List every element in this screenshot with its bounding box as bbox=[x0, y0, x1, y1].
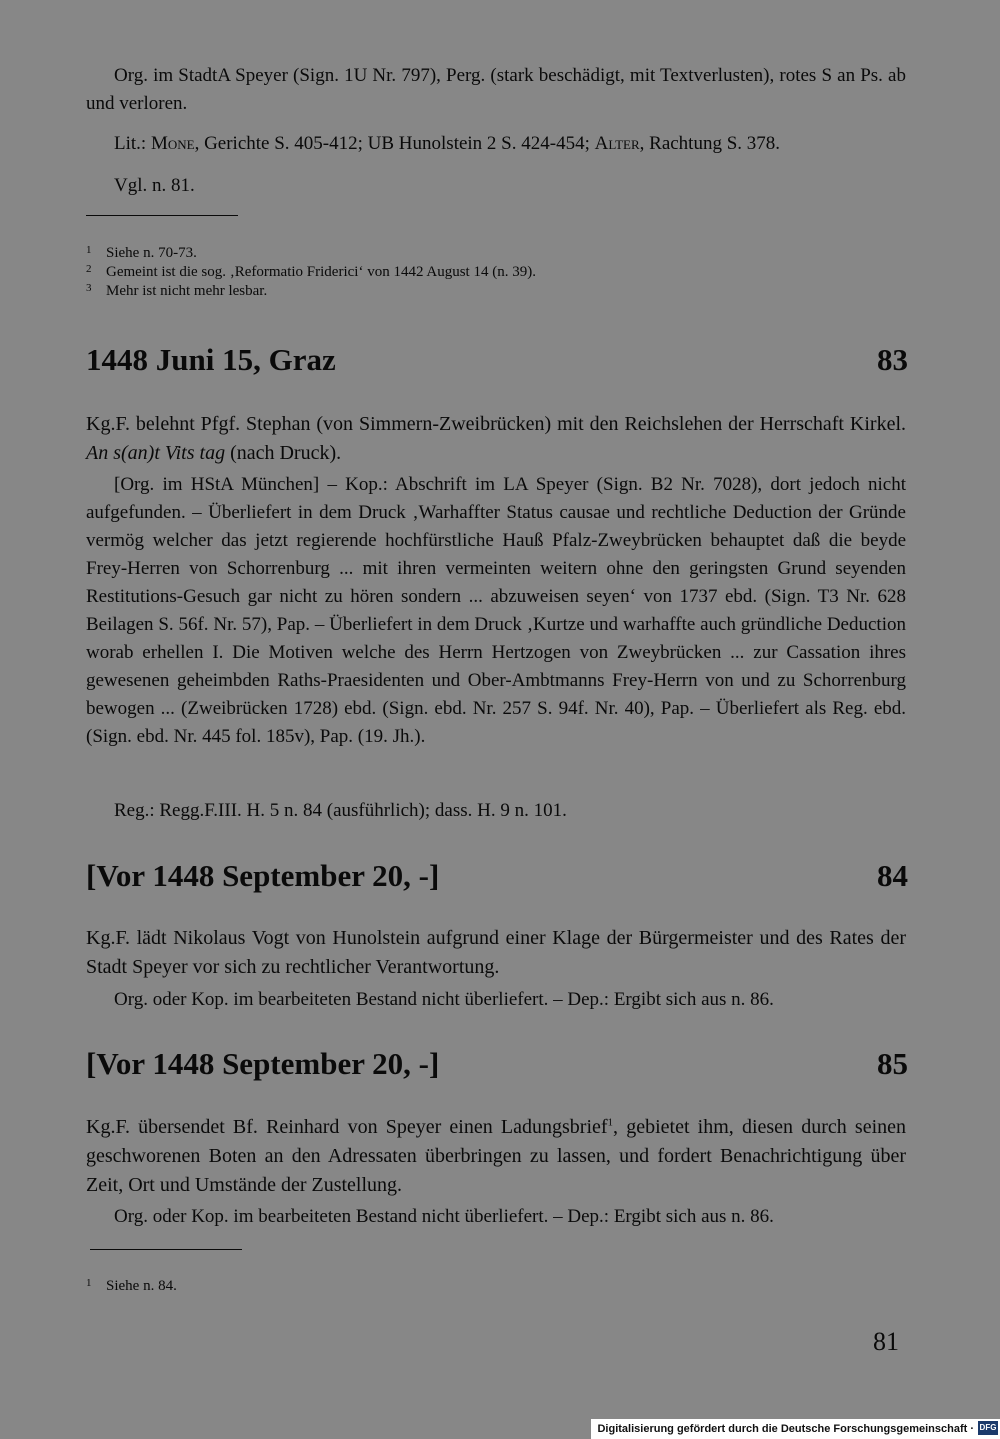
lit-author-mone: Mone bbox=[150, 133, 195, 154]
lit-prefix: Lit.: bbox=[114, 133, 151, 154]
footnote-item bbox=[86, 263, 886, 282]
lit-author-alter: Alter bbox=[594, 133, 640, 154]
footnote-item bbox=[86, 244, 886, 263]
original-note: Org. im StadtA Speyer (Sign. 1U Nr. 797), Perg. (stark beschädigt, mit Textverlusten), rotes S an Ps. ab und verloren. bbox=[86, 65, 906, 114]
footnote-divider-2 bbox=[90, 1249, 242, 1250]
dfg-logo-icon: DFG bbox=[978, 1421, 998, 1435]
entry-number: 85 bbox=[877, 1046, 908, 1081]
footnote-ref: 1 bbox=[607, 1116, 614, 1129]
regest-dating: An s(an)t Vits tag bbox=[86, 442, 226, 464]
entry-84-transmission: Org. oder Kop. im bearbeiteten Bestand nicht überliefert. – Dep.: Ergibt sich aus n. 86. bbox=[114, 989, 774, 1010]
footnotes-top bbox=[86, 244, 886, 301]
vgl-note: Vgl. n. 81. bbox=[114, 175, 195, 196]
entry-date: [Vor 1448 September 20, -] bbox=[86, 1046, 440, 1081]
page-number: 81 bbox=[873, 1327, 899, 1356]
regest-text-end: (nach Druck). bbox=[225, 442, 342, 464]
entry-number: 83 bbox=[877, 342, 908, 377]
entry-83-heading bbox=[86, 340, 908, 380]
literature-note bbox=[114, 130, 914, 158]
regest-text: Kg.F. belehnt Pfgf. Stephan (von Simmern-Zweibrücken) mit den Reichslehen der Herrschaft Kirkel. bbox=[86, 413, 906, 435]
entry-date: [Vor 1448 September 20, -] bbox=[86, 858, 440, 893]
footnote-number: 1 bbox=[86, 1277, 92, 1289]
footnotes-bottom bbox=[86, 1277, 486, 1296]
entry-85-regest bbox=[86, 1113, 906, 1200]
footnote-item bbox=[86, 282, 886, 301]
entry-84-heading bbox=[86, 856, 908, 896]
regest-text: Kg.F. übersendet Bf. Reinhard von Speyer einen Ladungsbrief bbox=[86, 1116, 608, 1138]
footnote-number: 2 bbox=[86, 263, 92, 275]
footnote-text: Siehe n. 70-73. bbox=[106, 245, 197, 261]
entry-85-transmission: Org. oder Kop. im bearbeiteten Bestand nicht überliefert. – Dep.: Ergibt sich aus n. 86. bbox=[114, 1206, 774, 1227]
lit-mid: , Gerichte S. 405-412; UB Hunolstein 2 S. 424-454; bbox=[194, 133, 595, 154]
entry-84-regest: Kg.F. lädt Nikolaus Vogt von Hunolstein aufgrund einer Klage der Bürgermeister und des Rates der Stadt Speyer vor sich zu rechtlicher Verantwortung. bbox=[86, 927, 906, 978]
footnote-text: Gemeint ist die sog. ‚Reformatio Friderici‘ von 1442 August 14 (n. 39). bbox=[106, 264, 536, 280]
footnote-divider bbox=[86, 215, 238, 216]
entry-date: 1448 Juni 15, Graz bbox=[86, 342, 336, 377]
footnote-item bbox=[86, 1277, 486, 1296]
footnote-number: 3 bbox=[86, 282, 92, 294]
entry-83-regesta: Reg.: Regg.F.III. H. 5 n. 84 (ausführlich); dass. H. 9 n. 101. bbox=[114, 800, 567, 821]
entry-85-heading bbox=[86, 1044, 908, 1084]
entry-83-transmission: [Org. im HStA München] – Kop.: Abschrift im LA Speyer (Sign. B2 Nr. 7028), dort jedoch nicht aufgefunden. – Überliefert in dem Druck ‚Warhaffter Status causae und rechtliche Deduction der Gründe vermög welcher das jetzt regierende hochfürstliche Hauß Pfalz-Zweybrücken behauptet daß die beyde Frey-Herren von Schorrenburg ... mit ihren vermeinten weitern ohne den geringsten Grund seyenden Restitutions-Gesuch gar nicht zu hören sondern ... abzuweisen seyen‘ von 1737 ebd. (Sign. T3 Nr. 628 Beilagen S. 56f. Nr. 57), Pap. – Überliefert in dem Druck ‚Kurtze und warhaffte auch gründliche Deduction worab erhellen I. Die Motiven welche des Herrn Hertzogen von Zweybrücken ... zur Cassation ihres gewesenen geheimbden Raths-Praesidenten und Ober-Ambtmanns Frey-Herrn von und zu Schorrenburg bewogen ... (Zweibrücken 1728) ebd. (Sign. ebd. Nr. 257 S. 94f. Nr. 40), Pap. – Überliefert als Reg. ebd. (Sign. ebd. Nr. 445 fol. 185v), Pap. (19. Jh.). bbox=[86, 474, 906, 747]
entry-83-regest bbox=[86, 410, 906, 468]
entry-number: 84 bbox=[877, 858, 908, 893]
dfg-footer-banner bbox=[591, 1419, 1000, 1439]
footnote-number: 1 bbox=[86, 244, 92, 256]
lit-end: , Rachtung S. 378. bbox=[639, 133, 781, 154]
regest-text-end: , gebietet ihm, diesen durch seinen geschworenen Boten an den Adressaten überbringen zu lassen, und fordert Benachrichtigung über Zeit, Ort und Umstände der Zustellung. bbox=[86, 1116, 907, 1196]
footnote-text: Mehr ist nicht mehr lesbar. bbox=[106, 283, 268, 299]
footnote-text: Siehe n. 84. bbox=[106, 1278, 177, 1294]
footer-text: Digitalisierung gefördert durch die Deutsche Forschungsgemeinschaft · bbox=[597, 1423, 974, 1435]
